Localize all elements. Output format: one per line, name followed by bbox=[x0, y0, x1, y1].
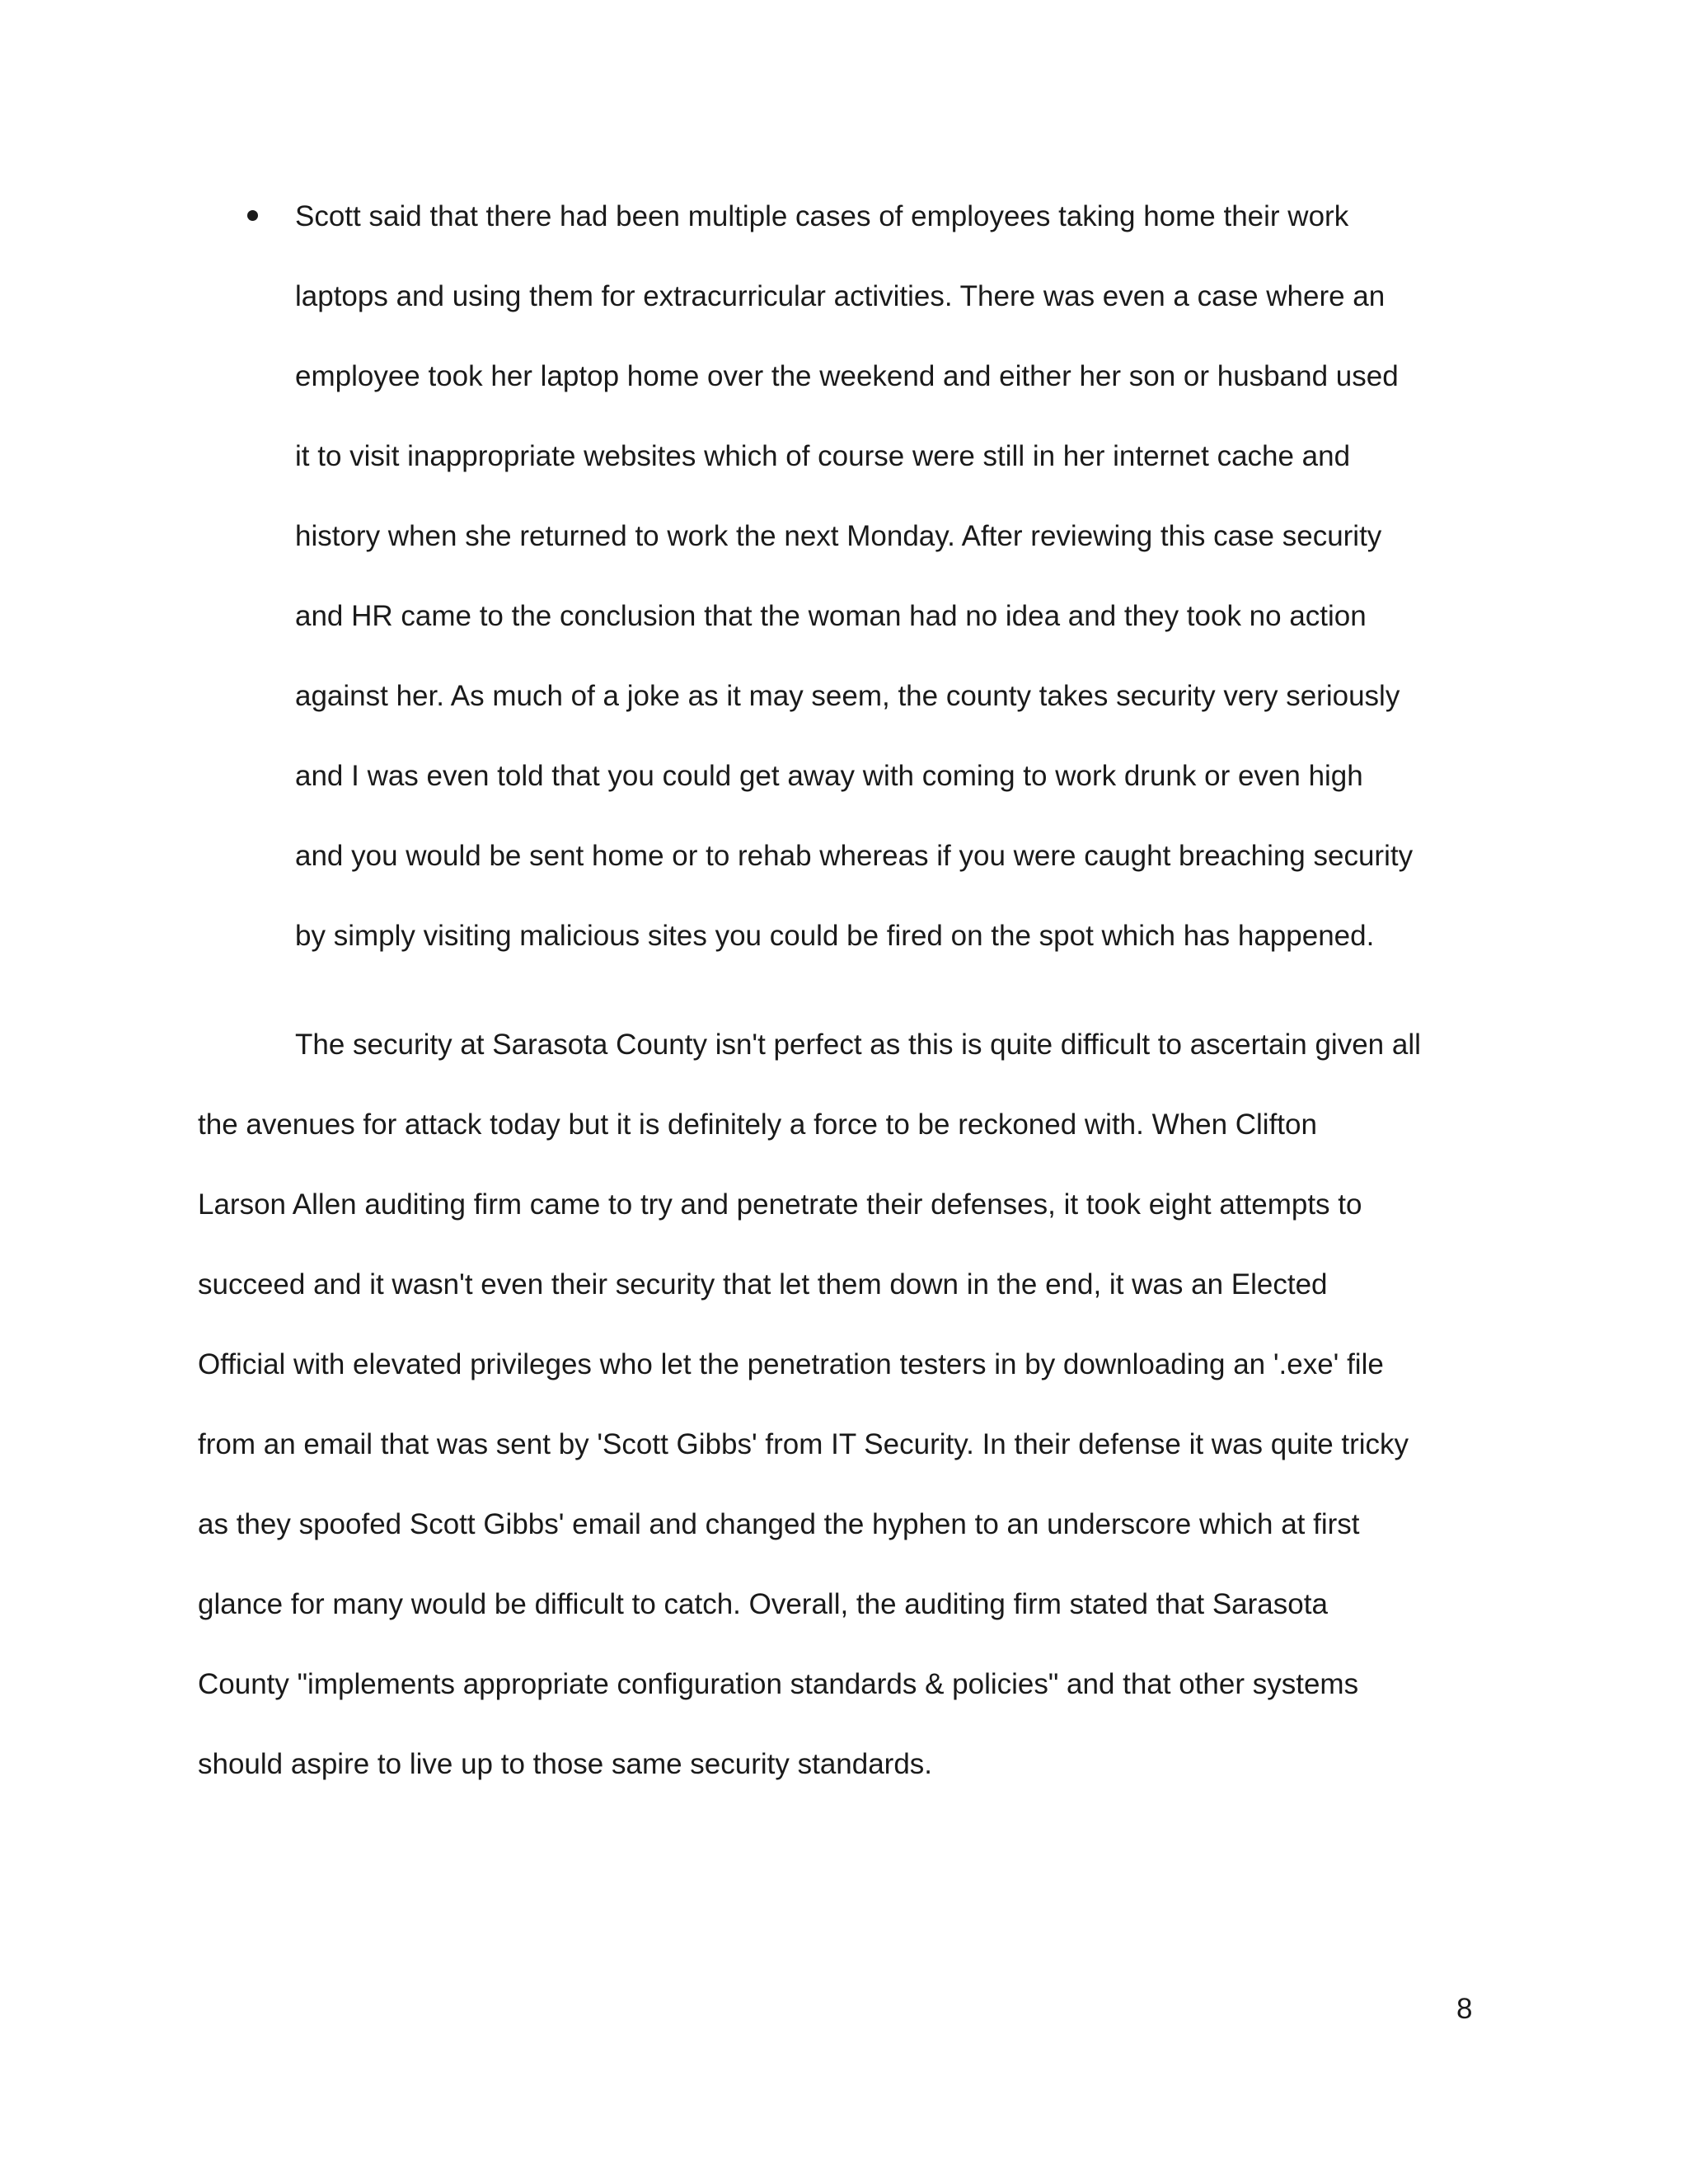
bullet-line: and HR came to the conclusion that the woman had no idea and they took no action bbox=[295, 600, 1367, 632]
paragraph-line: should aspire to live up to those same security standards. bbox=[198, 1748, 933, 1780]
paragraph-line: the avenues for attack today but it is definitely a force to be reckoned with. When Clifton bbox=[198, 1108, 1317, 1141]
paragraph-line: from an email that was sent by 'Scott Gibbs' from IT Security. In their defense it was quite tricky bbox=[198, 1428, 1409, 1460]
bullet-line: history when she returned to work the next Monday. After reviewing this case security bbox=[295, 520, 1382, 552]
paragraph-line: The security at Sarasota County isn't perfect as this is quite difficult to ascertain given all bbox=[295, 1029, 1421, 1061]
bullet-line: against her. As much of a joke as it may seem, the county takes security very seriously bbox=[295, 680, 1400, 712]
paragraph-line: succeed and it wasn't even their security that let them down in the end, it was an Elected bbox=[198, 1268, 1328, 1301]
page-number: 8 bbox=[1456, 1993, 1473, 2025]
bullet-line: and you would be sent home or to rehab whereas if you were caught breaching security bbox=[295, 840, 1414, 872]
paragraph-line: Larson Allen auditing firm came to try and penetrate their defenses, it took eight attempts to bbox=[198, 1188, 1362, 1221]
bullet-line: laptops and using them for extracurricular activities. There was even a case where an bbox=[295, 280, 1386, 312]
bullet-line: and I was even told that you could get away with coming to work drunk or even high bbox=[295, 760, 1363, 792]
bullet-line: by simply visiting malicious sites you could be fired on the spot which has happened. bbox=[295, 920, 1375, 952]
paragraph-line: as they spoofed Scott Gibbs' email and changed the hyphen to an underscore which at first bbox=[198, 1508, 1360, 1540]
paragraph-line: County "implements appropriate configuration standards & policies" and that other systems bbox=[198, 1668, 1359, 1700]
paragraph-line: glance for many would be difficult to catch. Overall, the auditing firm stated that Sarasota bbox=[198, 1588, 1328, 1620]
paragraph-line: Official with elevated privileges who let the penetration testers in by downloading an '.exe' file bbox=[198, 1348, 1384, 1380]
bullet-line: Scott said that there had been multiple cases of employees taking home their work bbox=[295, 200, 1349, 232]
bullet-point-icon bbox=[247, 210, 258, 221]
bullet-line: employee took her laptop home over the weekend and either her son or husband used bbox=[295, 360, 1399, 392]
bullet-line: it to visit inappropriate websites which of course were still in her internet cache and bbox=[295, 440, 1351, 472]
